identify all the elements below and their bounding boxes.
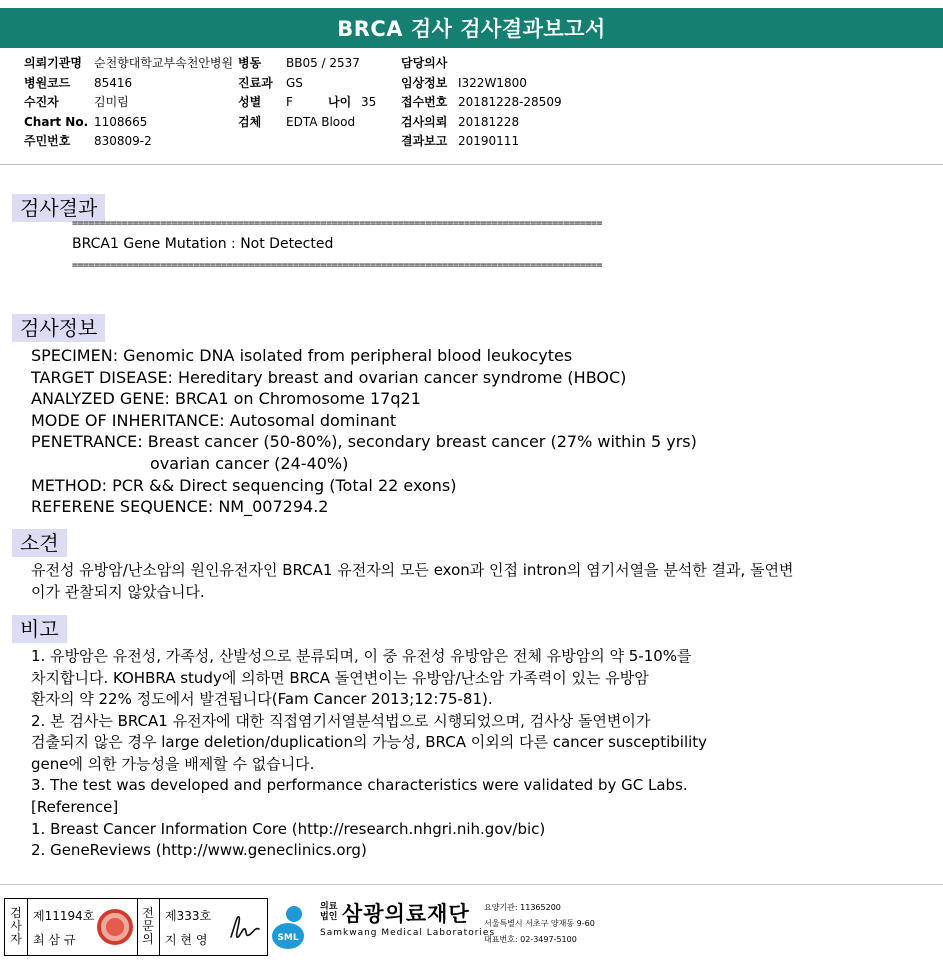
label-resident-no: 주민번호 — [24, 134, 71, 148]
value-age: 35 — [361, 95, 377, 109]
remark-line-7: 3. The test was developed and performance characteristics were validated by GC Labs. — [31, 776, 688, 794]
sig-divider-1 — [27, 899, 28, 955]
info-reference-sequence: REFERENE SEQUENCE: NM_007294.2 — [31, 497, 329, 516]
section-heading-result: 검사결과 — [12, 194, 105, 222]
label-ward: 병동 — [238, 56, 262, 70]
label-sex: 성별 — [238, 95, 262, 109]
info-method: METHOD: PCR && Direct sequencing (Total 22 exons) — [31, 476, 457, 495]
value-institution: 순천향대학교부속천안병원 — [94, 56, 234, 70]
opinion-line-2: 이가 관찰되지 않았습니다. — [31, 583, 205, 601]
signature-box — [4, 898, 268, 956]
org-name: 삼광의료재단 — [342, 902, 470, 926]
label-receipt-no: 접수번호 — [401, 95, 448, 109]
info-target-disease: TARGET DISEASE: Hereditary breast and ovarian cancer syndrome (HBOC) — [31, 368, 627, 387]
footer-divider — [0, 884, 943, 885]
reviewer-label: 전 문 의 — [142, 906, 154, 946]
remark-line-3: 환자의 약 22% 정도에서 발견됩니다(Fam Cancer 2013;12:75-81). — [31, 690, 493, 708]
result-separator-top: ================================================================================================ — [72, 218, 602, 229]
value-chart-no: 1108665 — [94, 115, 148, 129]
remark-line-2: 차지합니다. KOHBRA study에 의하면 BRCA 돌연변이는 유방암/난소암 가족력이 있는 유방암 — [31, 669, 649, 687]
reviewer-signature-icon — [225, 907, 263, 947]
value-department: GS — [286, 76, 303, 90]
remark-reference-2: 2. GeneReviews (http://www.geneclinics.org) — [31, 841, 367, 859]
label-specimen: 검체 — [238, 115, 262, 129]
section-heading-remarks: 비고 — [12, 615, 67, 643]
label-age: 나이 — [328, 95, 352, 109]
label-doctor: 담당의사 — [401, 56, 448, 70]
remark-line-5: 검출되지 않은 경우 large deletion/duplication의 가능성, BRCA 이외의 다른 cancer susceptibility — [31, 733, 708, 751]
org-institution-code: 요양기관: 11365200 — [484, 903, 561, 912]
sml-logo-icon — [270, 900, 318, 952]
section-heading-opinion: 소견 — [12, 529, 67, 557]
section-heading-info: 검사정보 — [12, 314, 105, 342]
org-phone: 대표번호: 02-3497-5100 — [484, 935, 577, 944]
examiner-label: 검 사 자 — [10, 906, 22, 946]
value-hospital-code: 85416 — [94, 76, 133, 90]
value-request-date: 20181228 — [458, 115, 520, 129]
remark-line-6: gene에 의한 가능성을 배제할 수 없습니다. — [31, 755, 315, 773]
label-patient: 수진자 — [24, 95, 59, 109]
org-address: 서울특별시 서초구 양재동 9-60 — [484, 919, 595, 928]
examiner-number: 제11194호 — [33, 909, 95, 923]
result-separator-bottom: ================================================================================================ — [72, 260, 602, 271]
reviewer-name: 지 현 영 — [165, 933, 208, 947]
label-clinical-info: 임상정보 — [401, 76, 448, 90]
examiner-name: 최 삼 규 — [33, 933, 76, 947]
label-request-date: 검사의뢰 — [401, 115, 448, 129]
sig-divider-2 — [137, 899, 138, 955]
remark-reference-heading: [Reference] — [31, 798, 119, 816]
label-hospital-code: 병원코드 — [24, 76, 71, 90]
opinion-line-1: 유전성 유방암/난소암의 원인유전자인 BRCA1 유전자의 모든 exon과 인접 intron의 염기서열을 분석한 결과, 돌연변 — [31, 561, 794, 579]
examiner-seal-icon — [97, 909, 133, 945]
info-analyzed-gene: ANALYZED GENE: BRCA1 on Chromosome 17q21 — [31, 389, 421, 408]
info-specimen: SPECIMEN: Genomic DNA isolated from peripheral blood leukocytes — [31, 346, 573, 365]
label-institution: 의뢰기관명 — [24, 56, 82, 70]
remark-line-4: 2. 본 검사는 BRCA1 유전자에 대한 직접염기서열분석법으로 시행되었으며, 검사상 돌연변이가 — [31, 712, 651, 730]
label-chart-no: Chart No. — [24, 115, 89, 129]
value-clinical-info: I322W1800 — [458, 76, 527, 90]
patient-info-header — [0, 50, 943, 165]
label-department: 진료과 — [238, 76, 273, 90]
value-sex: F — [286, 95, 293, 109]
value-resident-no: 830809-2 — [94, 134, 152, 148]
value-receipt-no: 20181228-28509 — [458, 95, 562, 109]
remark-line-1: 1. 유방암은 유전성, 가족성, 산발성으로 분류되며, 이 중 유전성 유방암은 전체 유방암의 약 5-10%를 — [31, 647, 692, 665]
org-subtitle: Samkwang Medical Laboratories — [320, 928, 496, 938]
value-specimen: EDTA Blood — [286, 115, 356, 129]
value-ward: BB05 / 2537 — [286, 56, 360, 70]
value-report-date: 20190111 — [458, 134, 520, 148]
sml-logo-badge: SML — [277, 933, 299, 943]
report-title: BRCA 검사 검사결과보고서 — [0, 8, 943, 48]
info-penetrance: PENETRANCE: Breast cancer (50-80%), secondary breast cancer (27% within 5 yrs) — [31, 432, 697, 451]
value-patient: 김미림 — [94, 95, 129, 109]
sig-divider-3 — [159, 899, 160, 955]
org-prefix: 의료 법인 — [320, 902, 338, 922]
reviewer-number: 제333호 — [165, 909, 212, 923]
header-divider — [0, 164, 943, 165]
info-inheritance: MODE OF INHERITANCE: Autosomal dominant — [31, 411, 397, 430]
info-penetrance-cont: ovarian cancer (24-40%) — [150, 454, 349, 473]
label-report-date: 결과보고 — [401, 134, 448, 148]
remark-reference-1: 1. Breast Cancer Information Core (http://research.nhgri.nih.gov/bic) — [31, 820, 546, 838]
result-line: BRCA1 Gene Mutation : Not Detected — [72, 236, 334, 252]
